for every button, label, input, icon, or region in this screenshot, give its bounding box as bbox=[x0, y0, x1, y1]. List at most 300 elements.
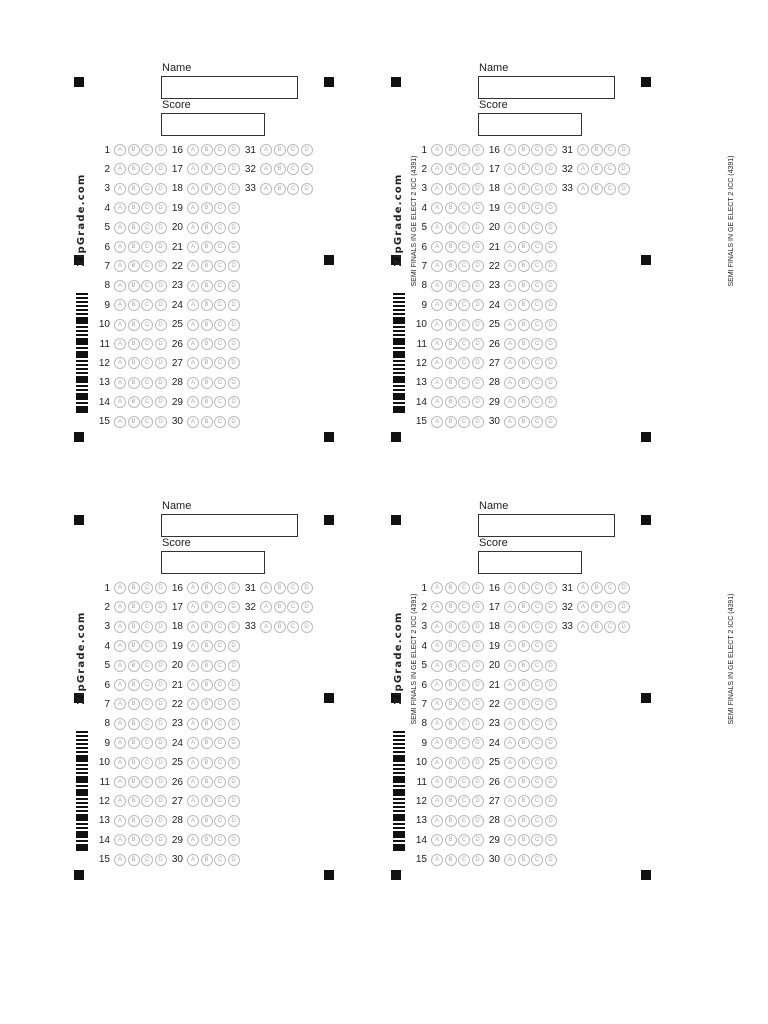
answer-bubble[interactable]: B bbox=[201, 202, 213, 214]
answer-bubble[interactable]: C bbox=[531, 660, 543, 672]
answer-bubble[interactable]: C bbox=[458, 280, 470, 292]
answer-bubble[interactable]: C bbox=[141, 396, 153, 408]
answer-bubble[interactable]: B bbox=[518, 377, 530, 389]
answer-bubble[interactable]: D bbox=[472, 396, 484, 408]
answer-bubble[interactable]: A bbox=[504, 357, 516, 369]
answer-bubble[interactable]: A bbox=[504, 163, 516, 175]
answer-bubble[interactable]: B bbox=[128, 183, 140, 195]
answer-bubble[interactable]: B bbox=[445, 795, 457, 807]
answer-bubble[interactable]: B bbox=[518, 660, 530, 672]
answer-bubble[interactable]: D bbox=[228, 260, 240, 272]
answer-bubble[interactable]: C bbox=[141, 299, 153, 311]
answer-bubble[interactable]: D bbox=[472, 718, 484, 730]
answer-bubble[interactable]: B bbox=[518, 222, 530, 234]
answer-bubble[interactable]: B bbox=[445, 260, 457, 272]
answer-bubble[interactable]: C bbox=[458, 698, 470, 710]
answer-bubble[interactable]: B bbox=[201, 299, 213, 311]
answer-bubble[interactable]: A bbox=[577, 601, 589, 613]
answer-bubble[interactable]: B bbox=[518, 795, 530, 807]
answer-bubble[interactable]: D bbox=[545, 795, 557, 807]
answer-bubble[interactable]: D bbox=[301, 144, 313, 156]
answer-bubble[interactable]: C bbox=[604, 621, 616, 633]
answer-bubble[interactable]: D bbox=[545, 319, 557, 331]
answer-bubble[interactable]: B bbox=[128, 640, 140, 652]
answer-bubble[interactable]: D bbox=[545, 660, 557, 672]
answer-bubble[interactable]: D bbox=[545, 357, 557, 369]
answer-bubble[interactable]: C bbox=[531, 718, 543, 730]
answer-bubble[interactable]: D bbox=[155, 299, 167, 311]
name-field[interactable] bbox=[161, 76, 298, 99]
answer-bubble[interactable]: A bbox=[431, 144, 443, 156]
answer-bubble[interactable]: C bbox=[214, 222, 226, 234]
answer-bubble[interactable]: B bbox=[518, 416, 530, 428]
answer-bubble[interactable]: B bbox=[445, 737, 457, 749]
answer-bubble[interactable]: B bbox=[128, 338, 140, 350]
answer-bubble[interactable]: D bbox=[545, 163, 557, 175]
answer-bubble[interactable]: A bbox=[114, 795, 126, 807]
answer-bubble[interactable]: C bbox=[287, 621, 299, 633]
answer-bubble[interactable]: D bbox=[228, 834, 240, 846]
answer-bubble[interactable]: B bbox=[201, 144, 213, 156]
answer-bubble[interactable]: B bbox=[445, 241, 457, 253]
answer-bubble[interactable]: A bbox=[504, 260, 516, 272]
answer-bubble[interactable]: A bbox=[504, 582, 516, 594]
answer-bubble[interactable]: B bbox=[128, 834, 140, 846]
answer-bubble[interactable]: A bbox=[431, 582, 443, 594]
answer-bubble[interactable]: C bbox=[141, 776, 153, 788]
answer-bubble[interactable]: B bbox=[128, 222, 140, 234]
answer-bubble[interactable]: B bbox=[445, 601, 457, 613]
answer-bubble[interactable]: D bbox=[472, 202, 484, 214]
answer-bubble[interactable]: C bbox=[214, 776, 226, 788]
answer-bubble[interactable]: C bbox=[531, 757, 543, 769]
answer-bubble[interactable]: D bbox=[155, 416, 167, 428]
answer-bubble[interactable]: A bbox=[114, 834, 126, 846]
answer-bubble[interactable]: B bbox=[274, 144, 286, 156]
answer-bubble[interactable]: B bbox=[518, 183, 530, 195]
answer-bubble[interactable]: B bbox=[274, 582, 286, 594]
answer-bubble[interactable]: B bbox=[445, 621, 457, 633]
answer-bubble[interactable]: D bbox=[472, 757, 484, 769]
answer-bubble[interactable]: C bbox=[141, 660, 153, 672]
answer-bubble[interactable]: A bbox=[504, 144, 516, 156]
answer-bubble[interactable]: B bbox=[445, 640, 457, 652]
answer-bubble[interactable]: D bbox=[155, 319, 167, 331]
answer-bubble[interactable]: A bbox=[577, 163, 589, 175]
answer-bubble[interactable]: D bbox=[472, 357, 484, 369]
answer-bubble[interactable]: B bbox=[128, 660, 140, 672]
answer-bubble[interactable]: A bbox=[187, 222, 199, 234]
answer-bubble[interactable]: C bbox=[141, 698, 153, 710]
answer-bubble[interactable]: B bbox=[201, 698, 213, 710]
answer-bubble[interactable]: C bbox=[458, 834, 470, 846]
answer-bubble[interactable]: D bbox=[228, 416, 240, 428]
answer-bubble[interactable]: C bbox=[458, 582, 470, 594]
answer-bubble[interactable]: A bbox=[187, 737, 199, 749]
answer-bubble[interactable]: D bbox=[228, 737, 240, 749]
answer-bubble[interactable]: A bbox=[431, 679, 443, 691]
answer-bubble[interactable]: D bbox=[155, 144, 167, 156]
answer-bubble[interactable]: A bbox=[114, 854, 126, 866]
answer-bubble[interactable]: D bbox=[155, 396, 167, 408]
answer-bubble[interactable]: D bbox=[155, 260, 167, 272]
answer-bubble[interactable]: A bbox=[431, 834, 443, 846]
answer-bubble[interactable]: A bbox=[431, 319, 443, 331]
answer-bubble[interactable]: D bbox=[545, 299, 557, 311]
answer-bubble[interactable]: D bbox=[472, 416, 484, 428]
answer-bubble[interactable]: B bbox=[518, 144, 530, 156]
answer-bubble[interactable]: D bbox=[545, 621, 557, 633]
answer-bubble[interactable]: C bbox=[214, 338, 226, 350]
answer-bubble[interactable]: A bbox=[187, 582, 199, 594]
answer-bubble[interactable]: B bbox=[445, 815, 457, 827]
answer-bubble[interactable]: C bbox=[531, 260, 543, 272]
answer-bubble[interactable]: B bbox=[518, 815, 530, 827]
answer-bubble[interactable]: D bbox=[228, 776, 240, 788]
answer-bubble[interactable]: C bbox=[458, 718, 470, 730]
answer-bubble[interactable]: A bbox=[431, 698, 443, 710]
answer-bubble[interactable]: A bbox=[114, 815, 126, 827]
answer-bubble[interactable]: A bbox=[431, 163, 443, 175]
answer-bubble[interactable]: D bbox=[228, 601, 240, 613]
answer-bubble[interactable]: B bbox=[591, 601, 603, 613]
answer-bubble[interactable]: C bbox=[214, 698, 226, 710]
answer-bubble[interactable]: D bbox=[618, 601, 630, 613]
answer-bubble[interactable]: D bbox=[618, 163, 630, 175]
answer-bubble[interactable]: A bbox=[187, 660, 199, 672]
answer-bubble[interactable]: A bbox=[187, 679, 199, 691]
answer-bubble[interactable]: D bbox=[228, 377, 240, 389]
answer-bubble[interactable]: A bbox=[114, 377, 126, 389]
answer-bubble[interactable]: D bbox=[155, 718, 167, 730]
answer-bubble[interactable]: D bbox=[472, 834, 484, 846]
answer-bubble[interactable]: B bbox=[128, 163, 140, 175]
answer-bubble[interactable]: C bbox=[214, 357, 226, 369]
answer-bubble[interactable]: C bbox=[531, 144, 543, 156]
answer-bubble[interactable]: B bbox=[518, 299, 530, 311]
answer-bubble[interactable]: A bbox=[504, 396, 516, 408]
answer-bubble[interactable]: D bbox=[472, 163, 484, 175]
answer-bubble[interactable]: D bbox=[472, 679, 484, 691]
answer-bubble[interactable]: B bbox=[445, 396, 457, 408]
answer-bubble[interactable]: B bbox=[128, 757, 140, 769]
answer-bubble[interactable]: A bbox=[187, 241, 199, 253]
answer-bubble[interactable]: A bbox=[114, 260, 126, 272]
answer-bubble[interactable]: B bbox=[128, 260, 140, 272]
answer-bubble[interactable]: C bbox=[287, 144, 299, 156]
answer-bubble[interactable]: B bbox=[445, 183, 457, 195]
answer-bubble[interactable]: B bbox=[128, 299, 140, 311]
answer-bubble[interactable]: C bbox=[531, 396, 543, 408]
answer-bubble[interactable]: D bbox=[545, 776, 557, 788]
answer-bubble[interactable]: B bbox=[128, 795, 140, 807]
answer-bubble[interactable]: D bbox=[155, 757, 167, 769]
answer-bubble[interactable]: C bbox=[458, 757, 470, 769]
answer-bubble[interactable]: A bbox=[187, 377, 199, 389]
answer-bubble[interactable]: A bbox=[187, 815, 199, 827]
answer-bubble[interactable]: C bbox=[531, 183, 543, 195]
answer-bubble[interactable]: C bbox=[531, 222, 543, 234]
answer-bubble[interactable]: A bbox=[431, 815, 443, 827]
answer-bubble[interactable]: D bbox=[155, 737, 167, 749]
answer-bubble[interactable]: A bbox=[187, 299, 199, 311]
answer-bubble[interactable]: D bbox=[545, 582, 557, 594]
answer-bubble[interactable]: A bbox=[577, 621, 589, 633]
answer-bubble[interactable]: A bbox=[431, 776, 443, 788]
answer-bubble[interactable]: C bbox=[458, 737, 470, 749]
answer-bubble[interactable]: C bbox=[141, 640, 153, 652]
answer-bubble[interactable]: D bbox=[472, 241, 484, 253]
answer-bubble[interactable]: C bbox=[531, 241, 543, 253]
score-field[interactable] bbox=[478, 551, 582, 574]
answer-bubble[interactable]: B bbox=[518, 757, 530, 769]
answer-bubble[interactable]: C bbox=[214, 299, 226, 311]
answer-bubble[interactable]: C bbox=[141, 241, 153, 253]
answer-bubble[interactable]: D bbox=[228, 202, 240, 214]
answer-bubble[interactable]: A bbox=[114, 698, 126, 710]
answer-bubble[interactable]: B bbox=[445, 144, 457, 156]
answer-bubble[interactable]: B bbox=[518, 854, 530, 866]
answer-bubble[interactable]: C bbox=[214, 377, 226, 389]
answer-bubble[interactable]: A bbox=[504, 854, 516, 866]
answer-bubble[interactable]: D bbox=[228, 718, 240, 730]
answer-bubble[interactable]: B bbox=[445, 338, 457, 350]
answer-bubble[interactable]: D bbox=[472, 854, 484, 866]
answer-bubble[interactable]: D bbox=[545, 854, 557, 866]
answer-bubble[interactable]: D bbox=[155, 815, 167, 827]
answer-bubble[interactable]: D bbox=[155, 241, 167, 253]
answer-bubble[interactable]: D bbox=[472, 795, 484, 807]
answer-bubble[interactable]: A bbox=[504, 222, 516, 234]
answer-bubble[interactable]: C bbox=[531, 679, 543, 691]
answer-bubble[interactable]: C bbox=[214, 640, 226, 652]
answer-bubble[interactable]: C bbox=[531, 834, 543, 846]
answer-bubble[interactable]: D bbox=[155, 338, 167, 350]
name-field[interactable] bbox=[161, 514, 298, 537]
answer-bubble[interactable]: C bbox=[214, 582, 226, 594]
answer-bubble[interactable]: A bbox=[187, 280, 199, 292]
answer-bubble[interactable]: C bbox=[141, 834, 153, 846]
answer-bubble[interactable]: C bbox=[141, 280, 153, 292]
answer-bubble[interactable]: D bbox=[545, 377, 557, 389]
answer-bubble[interactable]: B bbox=[518, 241, 530, 253]
answer-bubble[interactable]: C bbox=[458, 357, 470, 369]
answer-bubble[interactable]: A bbox=[504, 377, 516, 389]
answer-bubble[interactable]: B bbox=[201, 737, 213, 749]
answer-bubble[interactable]: B bbox=[518, 737, 530, 749]
answer-bubble[interactable]: D bbox=[228, 679, 240, 691]
answer-bubble[interactable]: B bbox=[201, 338, 213, 350]
answer-bubble[interactable]: B bbox=[445, 377, 457, 389]
answer-bubble[interactable]: C bbox=[604, 601, 616, 613]
answer-bubble[interactable]: D bbox=[545, 679, 557, 691]
answer-bubble[interactable]: A bbox=[504, 601, 516, 613]
answer-bubble[interactable]: D bbox=[228, 280, 240, 292]
answer-bubble[interactable]: C bbox=[604, 144, 616, 156]
answer-bubble[interactable]: A bbox=[187, 718, 199, 730]
answer-bubble[interactable]: D bbox=[155, 357, 167, 369]
answer-bubble[interactable]: A bbox=[114, 396, 126, 408]
answer-bubble[interactable]: A bbox=[114, 718, 126, 730]
answer-bubble[interactable]: B bbox=[445, 202, 457, 214]
answer-bubble[interactable]: D bbox=[155, 280, 167, 292]
answer-bubble[interactable]: A bbox=[114, 183, 126, 195]
answer-bubble[interactable]: D bbox=[155, 776, 167, 788]
answer-bubble[interactable]: D bbox=[545, 241, 557, 253]
answer-bubble[interactable]: C bbox=[214, 416, 226, 428]
answer-bubble[interactable]: C bbox=[531, 776, 543, 788]
answer-bubble[interactable]: B bbox=[591, 163, 603, 175]
answer-bubble[interactable]: D bbox=[228, 357, 240, 369]
answer-bubble[interactable]: B bbox=[518, 679, 530, 691]
answer-bubble[interactable]: D bbox=[472, 183, 484, 195]
answer-bubble[interactable]: B bbox=[201, 582, 213, 594]
answer-bubble[interactable]: D bbox=[545, 416, 557, 428]
answer-bubble[interactable]: D bbox=[545, 640, 557, 652]
answer-bubble[interactable]: A bbox=[431, 202, 443, 214]
answer-bubble[interactable]: C bbox=[287, 601, 299, 613]
answer-bubble[interactable]: D bbox=[228, 241, 240, 253]
answer-bubble[interactable]: C bbox=[531, 280, 543, 292]
answer-bubble[interactable]: B bbox=[445, 416, 457, 428]
answer-bubble[interactable]: B bbox=[518, 776, 530, 788]
answer-bubble[interactable]: B bbox=[518, 280, 530, 292]
answer-bubble[interactable]: D bbox=[472, 319, 484, 331]
answer-bubble[interactable]: C bbox=[141, 357, 153, 369]
answer-bubble[interactable]: A bbox=[431, 241, 443, 253]
answer-bubble[interactable]: A bbox=[187, 834, 199, 846]
answer-bubble[interactable]: D bbox=[545, 601, 557, 613]
answer-bubble[interactable]: D bbox=[228, 222, 240, 234]
answer-bubble[interactable]: A bbox=[260, 582, 272, 594]
answer-bubble[interactable]: C bbox=[531, 601, 543, 613]
answer-bubble[interactable]: B bbox=[445, 698, 457, 710]
answer-bubble[interactable]: B bbox=[518, 202, 530, 214]
answer-bubble[interactable]: C bbox=[287, 183, 299, 195]
answer-bubble[interactable]: A bbox=[504, 241, 516, 253]
answer-bubble[interactable]: C bbox=[141, 222, 153, 234]
answer-bubble[interactable]: A bbox=[504, 698, 516, 710]
answer-bubble[interactable]: C bbox=[141, 183, 153, 195]
answer-bubble[interactable]: C bbox=[531, 416, 543, 428]
answer-bubble[interactable]: A bbox=[504, 338, 516, 350]
name-field[interactable] bbox=[478, 514, 615, 537]
answer-bubble[interactable]: D bbox=[228, 757, 240, 769]
answer-bubble[interactable]: D bbox=[545, 757, 557, 769]
answer-bubble[interactable]: D bbox=[472, 698, 484, 710]
answer-bubble[interactable]: C bbox=[458, 338, 470, 350]
answer-bubble[interactable]: A bbox=[187, 621, 199, 633]
answer-bubble[interactable]: D bbox=[618, 144, 630, 156]
answer-bubble[interactable]: A bbox=[114, 416, 126, 428]
answer-bubble[interactable]: B bbox=[201, 776, 213, 788]
answer-bubble[interactable]: B bbox=[201, 280, 213, 292]
answer-bubble[interactable]: B bbox=[445, 299, 457, 311]
answer-bubble[interactable]: C bbox=[458, 396, 470, 408]
answer-bubble[interactable]: A bbox=[187, 640, 199, 652]
answer-bubble[interactable]: C bbox=[141, 737, 153, 749]
answer-bubble[interactable]: B bbox=[201, 757, 213, 769]
answer-bubble[interactable]: D bbox=[228, 582, 240, 594]
answer-bubble[interactable]: D bbox=[545, 737, 557, 749]
answer-bubble[interactable]: B bbox=[445, 757, 457, 769]
answer-bubble[interactable]: A bbox=[187, 260, 199, 272]
answer-bubble[interactable]: A bbox=[187, 854, 199, 866]
answer-bubble[interactable]: B bbox=[591, 582, 603, 594]
answer-bubble[interactable]: B bbox=[445, 222, 457, 234]
answer-bubble[interactable]: B bbox=[128, 815, 140, 827]
answer-bubble[interactable]: B bbox=[445, 582, 457, 594]
answer-bubble[interactable]: D bbox=[545, 698, 557, 710]
answer-bubble[interactable]: A bbox=[431, 280, 443, 292]
answer-bubble[interactable]: B bbox=[128, 280, 140, 292]
answer-bubble[interactable]: B bbox=[518, 621, 530, 633]
answer-bubble[interactable]: D bbox=[472, 640, 484, 652]
answer-bubble[interactable]: C bbox=[604, 183, 616, 195]
answer-bubble[interactable]: B bbox=[201, 396, 213, 408]
answer-bubble[interactable]: A bbox=[260, 621, 272, 633]
answer-bubble[interactable]: B bbox=[201, 319, 213, 331]
answer-bubble[interactable]: C bbox=[141, 416, 153, 428]
answer-bubble[interactable]: A bbox=[504, 795, 516, 807]
answer-bubble[interactable]: D bbox=[545, 718, 557, 730]
answer-bubble[interactable]: A bbox=[114, 222, 126, 234]
answer-bubble[interactable]: A bbox=[431, 260, 443, 272]
answer-bubble[interactable]: D bbox=[472, 776, 484, 788]
answer-bubble[interactable]: D bbox=[472, 260, 484, 272]
answer-bubble[interactable]: C bbox=[458, 854, 470, 866]
answer-bubble[interactable]: B bbox=[128, 377, 140, 389]
answer-bubble[interactable]: A bbox=[431, 416, 443, 428]
answer-bubble[interactable]: D bbox=[301, 163, 313, 175]
answer-bubble[interactable]: C bbox=[531, 377, 543, 389]
answer-bubble[interactable]: D bbox=[472, 815, 484, 827]
answer-bubble[interactable]: A bbox=[504, 183, 516, 195]
answer-bubble[interactable]: D bbox=[545, 834, 557, 846]
answer-bubble[interactable]: C bbox=[214, 679, 226, 691]
answer-bubble[interactable]: D bbox=[155, 795, 167, 807]
answer-bubble[interactable]: B bbox=[518, 163, 530, 175]
answer-bubble[interactable]: D bbox=[155, 222, 167, 234]
answer-bubble[interactable]: B bbox=[128, 357, 140, 369]
answer-bubble[interactable]: C bbox=[458, 679, 470, 691]
answer-bubble[interactable]: B bbox=[445, 679, 457, 691]
answer-bubble[interactable]: C bbox=[141, 260, 153, 272]
answer-bubble[interactable]: A bbox=[114, 660, 126, 672]
answer-bubble[interactable]: D bbox=[472, 144, 484, 156]
answer-bubble[interactable]: A bbox=[504, 679, 516, 691]
answer-bubble[interactable]: A bbox=[504, 757, 516, 769]
answer-bubble[interactable]: D bbox=[155, 621, 167, 633]
answer-bubble[interactable]: C bbox=[214, 163, 226, 175]
answer-bubble[interactable]: C bbox=[604, 582, 616, 594]
answer-bubble[interactable]: A bbox=[260, 163, 272, 175]
answer-bubble[interactable]: D bbox=[155, 834, 167, 846]
answer-bubble[interactable]: C bbox=[141, 718, 153, 730]
answer-bubble[interactable]: D bbox=[228, 815, 240, 827]
answer-bubble[interactable]: D bbox=[228, 183, 240, 195]
answer-bubble[interactable]: A bbox=[114, 621, 126, 633]
answer-bubble[interactable]: D bbox=[472, 299, 484, 311]
answer-bubble[interactable]: C bbox=[214, 396, 226, 408]
answer-bubble[interactable]: C bbox=[214, 144, 226, 156]
answer-bubble[interactable]: B bbox=[445, 163, 457, 175]
answer-bubble[interactable]: C bbox=[458, 222, 470, 234]
answer-bubble[interactable]: B bbox=[128, 601, 140, 613]
answer-bubble[interactable]: B bbox=[128, 416, 140, 428]
answer-bubble[interactable]: D bbox=[472, 621, 484, 633]
answer-bubble[interactable]: D bbox=[545, 222, 557, 234]
